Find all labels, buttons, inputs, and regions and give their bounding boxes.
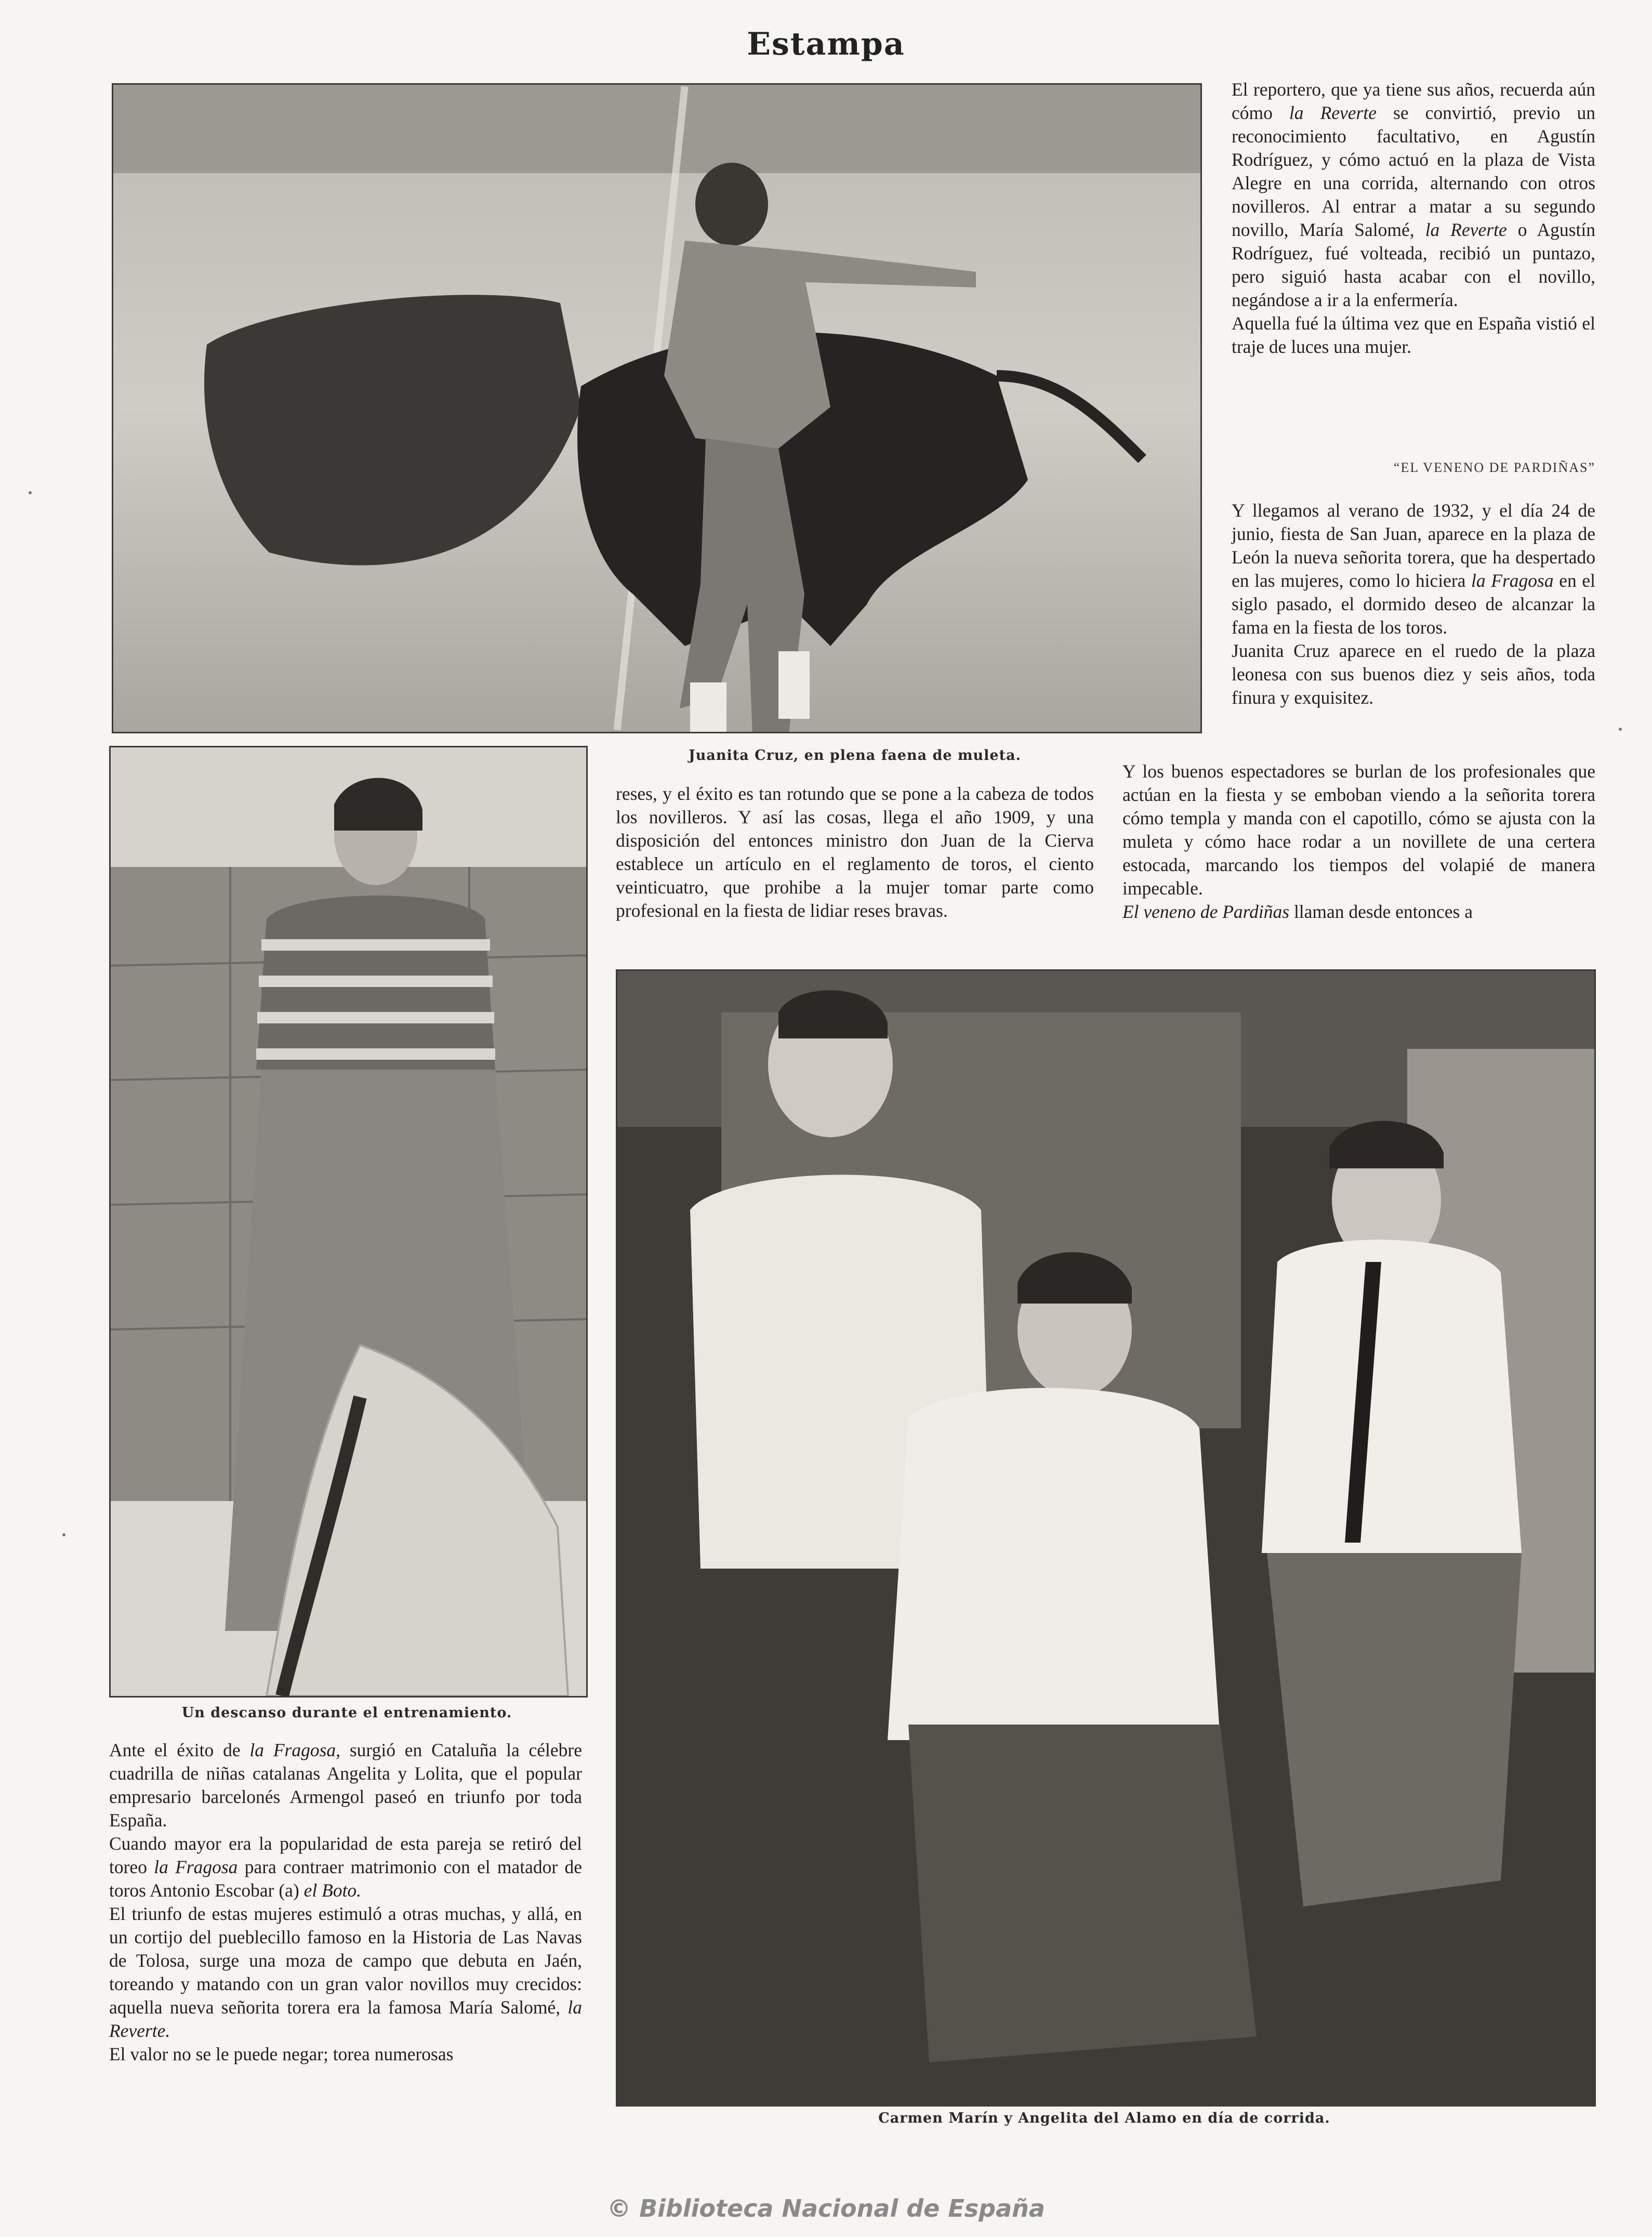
speck bbox=[29, 491, 32, 494]
caption-training-rest: Un descanso durante el entrenamiento. bbox=[181, 1705, 512, 1721]
library-watermark: © Biblioteca Nacional de España bbox=[607, 2194, 1045, 2222]
photo-toreras bbox=[616, 969, 1596, 2107]
paragraph-valor: El valor no se le puede negar; torea numerosas bbox=[109, 2044, 454, 2064]
paragraph-summer-1932: Y llegamos al verano de 1932, y el día 24 de junio, fiesta de San Juan, aparece en la plaza de León la nueva señorita torera, que ha despertado en las mujeres, como lo hiciera la Fragosa en el siglo pasado, el dormido deseo de alcanzar la fama en la fiesta de los toros. bbox=[1232, 500, 1595, 638]
article-column-right-top bbox=[1232, 78, 1595, 359]
article-column-right-wide bbox=[1122, 760, 1595, 924]
speck bbox=[1619, 728, 1622, 731]
masthead: Estampa bbox=[747, 26, 905, 62]
speck bbox=[62, 1533, 65, 1536]
toreras-image bbox=[617, 971, 1594, 2105]
article-column-middle bbox=[616, 782, 1094, 923]
photo-bullfight bbox=[112, 83, 1202, 733]
paragraph-spectators: Y los buenos espectadores se burlan de los profesionales que actúan en la fiesta y se emboban viendo a la señorita torera cómo templa y manda con el capotillo, cómo se ajusta con la muleta y cómo hace rodar a un novillete de una certera estocada, marcando los tiempos del volapié de manera impecable. bbox=[1122, 761, 1595, 899]
training-rest-image bbox=[111, 747, 586, 1696]
paragraph-1909: reses, y el éxito es tan rotundo que se pone a la cabeza de todos los novilleros. Y así las cosas, llega el año 1909, y una disposición del entonces ministro don Juan de la Cierva establece un artículo en el reglamento de toros, el ciento veinticuatro, que prohibe a la mujer tomar parte como profesional en la fiesta de lidiar reses bravas. bbox=[616, 783, 1094, 921]
section-subhead: “EL VENENO DE PARDIÑAS” bbox=[1393, 460, 1595, 475]
paragraph-juanita-cruz: Juanita Cruz aparece en el ruedo de la plaza leonesa con sus buenos diez y seis años, toda finura y exquisitez. bbox=[1232, 640, 1595, 708]
paragraph-cataluna: Ante el éxito de la Fragosa, surgió en Cataluña la célebre cuadrilla de niñas catalanas Angelita y Lolita, que el popular empresario barcelonés Armengol paseó en triunfo por toda España. bbox=[109, 1740, 582, 1831]
caption-bullfight: Juanita Cruz, en plena faena de muleta. bbox=[689, 747, 1021, 764]
photo-training-rest bbox=[109, 746, 588, 1698]
bullfight-image bbox=[113, 85, 1200, 732]
caption-toreras: Carmen Marín y Angelita del Alamo en día de corrida. bbox=[878, 2110, 1330, 2126]
article-column-left bbox=[109, 1739, 582, 2066]
article-column-right-mid bbox=[1232, 499, 1595, 709]
paragraph-veneno: El veneno de Pardiñas llaman desde entonces a bbox=[1122, 901, 1473, 922]
paragraph-retiro: Cuando mayor era la popularidad de esta pareja se retiró del toreo la Fragosa para contraer matrimonio con el matador de toros Antonio Escobar (a) el Boto. bbox=[109, 1833, 582, 1901]
paragraph-last-time: Aquella fué la última vez que en España vistió el traje de luces una mujer. bbox=[1232, 313, 1595, 357]
paragraph-triunfo: El triunfo de estas mujeres estimuló a otras muchas, y allá, en un cortijo del pueblecillo famoso en la Historia de Las Navas de Tolosa, surge una moza de campo que debuta en Jaén, toreando y matando con un gran valor novillos muy crecidos: aquella nueva señorita torera era la famosa María Salomé, la Reverte. bbox=[109, 1903, 582, 2041]
paragraph-reverte: El reportero, que ya tiene sus años, recuerda aún cómo la Reverte se convirtió, previo un reconocimiento facultativo, en Agustín Rodríguez, y cómo actuó en la plaza de Vista Alegre en una corrida, alternando con otros novilleros. Al entrar a matar a su segundo novillo, María Salomé, la Reverte o Agustín Rodríguez, fué volteada, recibió un puntazo, pero siguió hasta acabar con el novillo, negándose a ir a la enfermería. bbox=[1232, 79, 1595, 310]
